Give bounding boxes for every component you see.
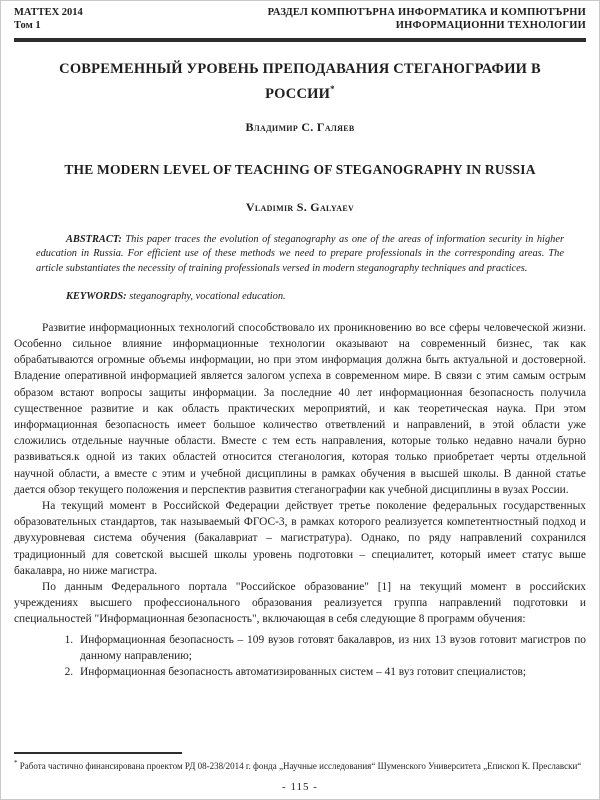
- title-ru-text: СОВРЕМЕННЫЙ УРОВЕНЬ ПРЕПОДАВАНИЯ СТЕГАНОГРАФИИ В РОССИИ: [59, 61, 541, 102]
- abstract-text: This paper traces the evolution of steganography as one of the areas of information security in higher education in Russia. For efficient use of these methods we need to prepare professionals in the corresponding areas. The article substantiates the necessity of training professionals versed in modern steganography techniques and practices.: [36, 233, 564, 274]
- journal-name: МАТТЕХ 2014: [14, 7, 83, 18]
- keywords-text: steganography, vocational education.: [129, 291, 286, 303]
- section-line-2: ИНФОРМАЦИОННИ ТЕХНОЛОГИИ: [395, 20, 586, 31]
- abstract: [36, 233, 564, 277]
- header-divider: [14, 38, 586, 42]
- footnote-marker: *: [14, 758, 18, 767]
- body-paragraph-1: Развитие информационных технологий способствовало их проникновению во все сферы человеческой жизни. Особенно сильное влияние информационные технологии оказывают на современный бизнес, так как обрабатываются огромные объемы информации, но при этом информация должна быть актуальной и достоверной. Владение оперативной информацией является залогом успеха в современном мире. В связи с этим самым острым образом встают вопросы защиты информации. За последние 40 лет информационная безопасность получила существенное развитие и как область практических мероприятий, и как теоретическая наука. При этом информационная безопасность имеет большое количество ответвлений и направлений, в этой области уже сложились отдельные научные области. Вместе с тем есть направления, которые только недавно начали бурно развиваться.к одной из таких областей относится стеганология, которая только приобретает черты отдельной научной области, а вместе с этим и учебной дисциплины в рамках обучения в высшей школы. В данной статье дается обзор текущего положения и перспектив развития стеганографии как учебной дисциплины в вузах России.: [14, 321, 586, 496]
- section-info: [268, 6, 586, 32]
- page-number: - 115 -: [282, 781, 318, 793]
- footnote-divider: [14, 752, 182, 754]
- funding-footnote: [14, 758, 586, 773]
- abstract-label: ABSTRACT:: [66, 233, 122, 245]
- journal-info: [14, 6, 83, 32]
- body-paragraph-3: По данным Федерального портала "Российское образование" [1] на текущий момент в российских учреждениях высшего профессионального образования реализуется группа направлений подготовки и специальностей "Информационная безопасность", включающая в себя следующие 8 программ обучения:: [14, 581, 586, 626]
- body-paragraph-2: На текущий момент в Российской Федерации действует третье поколение федеральных государственных образовательных стандартов, так называемый ФГОС-3, в рамках которого реализуется компетентностный подход и двухуровневая система обучения (бакалавриат – магистратура). Однако, по ряду направлений сохранился традиционный для советской высшей школы уровень подготовки – специалитет, который имеет статус выше бакалавра, но ниже магистра.: [14, 500, 586, 577]
- article-title-russian: [28, 59, 573, 104]
- running-header: [14, 6, 586, 32]
- author-russian: Владимир С. Галяев: [245, 119, 355, 134]
- article-title-english: THE MODERN LEVEL OF TEACHING OF STEGANOGRAPHY IN RUSSIA: [64, 161, 536, 177]
- program-list-item-1: 1. Информационная безопасность – 109 вузов готовят бакалавров, из них 13 вузов готовит магистров по данному направлению;: [76, 632, 586, 664]
- footnote-text: Работа частично финансирована проектом РД 08-238/2014 г. фонда „Научные исследования“ Шуменского Университета „Епископ К. Преславски“: [19, 760, 582, 771]
- title-footnote-marker: *: [330, 84, 335, 94]
- program-list: [60, 632, 586, 681]
- journal-volume: Том 1: [14, 20, 41, 31]
- keywords: [36, 290, 564, 305]
- page-footer: [14, 752, 586, 794]
- author-english: Vladimir S. Galyaev: [245, 199, 355, 214]
- article-body: [14, 320, 586, 680]
- program-list-item-2: 2. Информационная безопасность автоматизированных систем – 41 вуз готовит специалистов;: [76, 664, 586, 680]
- keywords-label: KEYWORDS:: [66, 291, 127, 303]
- section-line-1: РАЗДЕЛ КОМПЮТЪРНА ИНФОРМАТИКА И КОМПЮТЪРНИ: [267, 7, 586, 18]
